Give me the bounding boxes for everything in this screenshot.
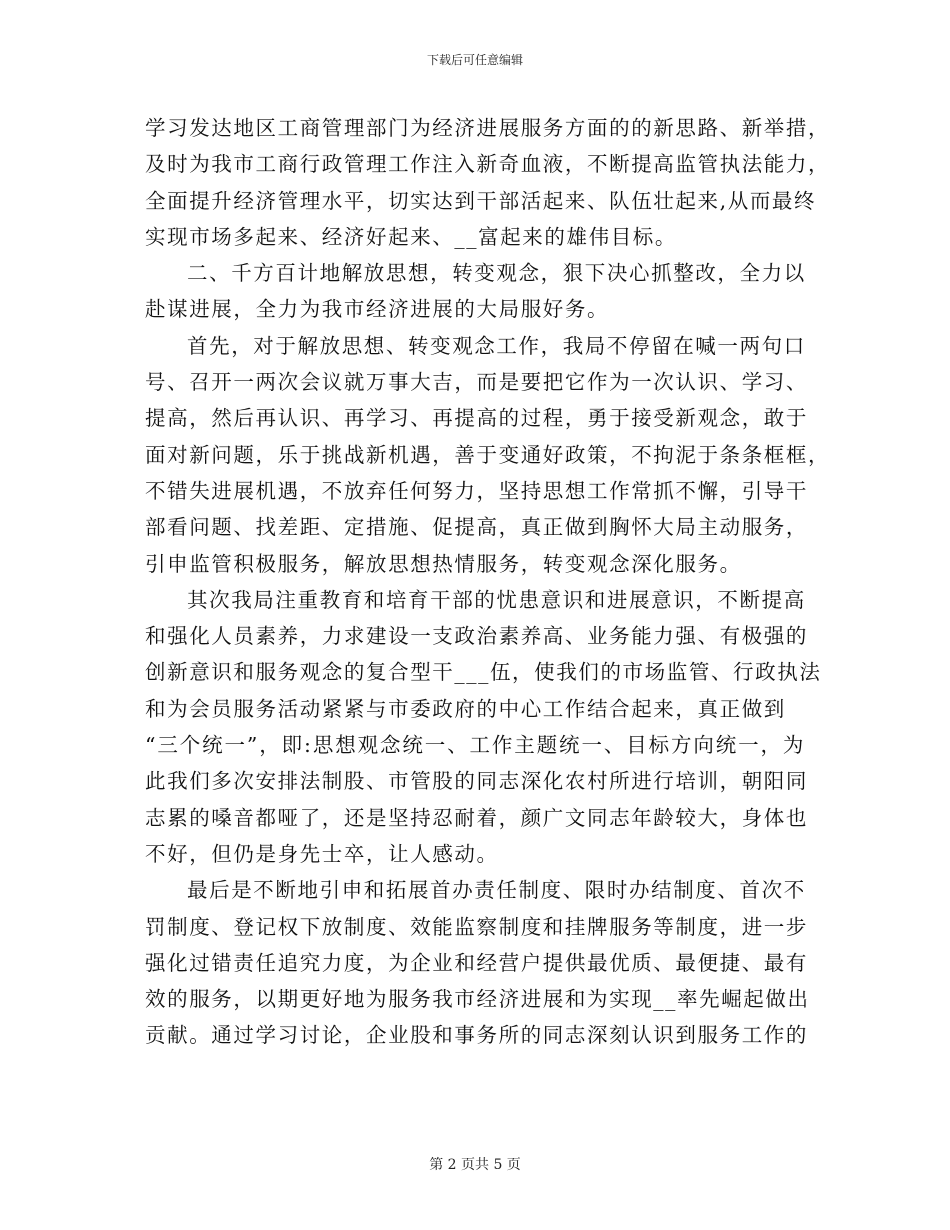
- text-line: 效的服务，以期更好地为服务我市经济进展和为实现__率先崛起做出: [145, 987, 810, 1012]
- page-header: 下载后可任意编辑: [426, 53, 523, 67]
- text-line: 罚制度、登记权下放制度、效能监察制度和挂牌服务等制度，进一步: [145, 914, 808, 939]
- text-line: “三个统一”，即:思想观念统一、工作主题统一、目标方向统一，为: [145, 733, 805, 758]
- text-line: 贡献。通过学习讨论，企业股和事务所的同志深刻认识到服务工作的: [145, 1023, 808, 1048]
- text-line: 号、召开一两次会议就万事大吉，而是要把它作为一次认识、学习、: [145, 370, 808, 395]
- document-body: [145, 110, 831, 1054]
- paragraph-first-line: 二、千方百计地解放思想，转变观念，狠下决心抓整改，全力以: [187, 261, 806, 286]
- text-line: 学习发达地区工商管理部门为经济进展服务方面的的新思路、新举措，: [145, 116, 831, 140]
- text-line: 和强化人员素养，力求建设一支政治素养高、业务能力强、有极强的: [145, 624, 808, 649]
- text-line: 部看问题、找差距、定措施、促提高，真正做到胸怀大局主动服务，: [145, 515, 808, 540]
- text-line: 不错失进展机遇，不放弃任何努力，坚持思想工作常抓不懈，引导干: [145, 478, 808, 503]
- text-line: 引申监管积极服务，解放思想热情服务，转变观念深化服务。: [145, 551, 742, 576]
- text-line: 志累的嗓音都哑了，还是坚持忍耐着，颜广文同志年龄较大，身体也: [145, 805, 808, 830]
- text-line: 不好，但仍是身先士卒，让人感动。: [145, 841, 499, 866]
- page-number: 第 2 页共 5 页: [429, 1157, 521, 1173]
- paragraph-first-line: 首先，对于解放思想、转变观念工作，我局不停留在喊一两句口: [187, 333, 806, 358]
- text-line: 强化过错责任追究力度，为企业和经营户提供最优质、最便捷、最有: [145, 950, 808, 975]
- text-line: 创新意识和服务观念的复合型干___伍，使我们的市场监管、行政执法: [145, 660, 822, 685]
- text-line: 和为会员服务活动紧紧与市委政府的中心工作结合起来，真正做到: [145, 696, 786, 721]
- text-line: 实现市场多起来、经济好起来、__富起来的雄伟目标。: [145, 224, 677, 249]
- text-line: 及时为我市工商行政管理工作注入新奇血液，不断提高监管执法能力，: [145, 152, 831, 177]
- text-line: 此我们多次安排法制股、市管股的同志深化农村所进行培训，朝阳同: [145, 769, 808, 794]
- text-line: 全面提升经济管理水平，切实达到干部活起来、队伍壮起来,从而最终: [145, 188, 817, 213]
- text-line: 面对新问题，乐于挑战新机遇，善于变通好政策，不拘泥于条条框框，: [145, 442, 831, 467]
- paragraph-first-line: 其次我局注重教育和培育干部的忧患意识和进展意识，不断提高: [187, 587, 806, 612]
- paragraph-first-line: 最后是不断地引申和拓展首办责任制度、限时办结制度、首次不: [187, 878, 806, 903]
- text-line: 提高，然后再认识、再学习、再提高的过程，勇于接受新观念，敢于: [145, 406, 808, 431]
- text-line: 赴谋进展，全力为我市经济进展的大局服好务。: [145, 297, 610, 322]
